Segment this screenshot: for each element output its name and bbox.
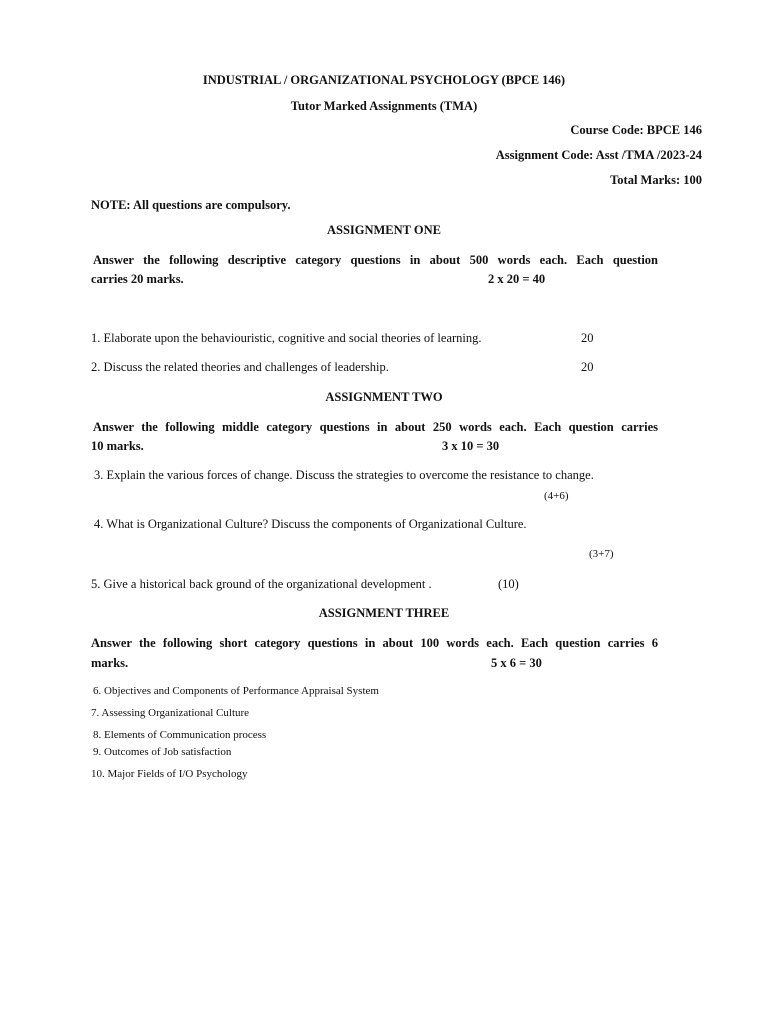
question-3-marks: (4+6) xyxy=(544,490,569,502)
question-7: 7. Assessing Organizational Culture xyxy=(91,707,250,719)
assignment-three-instruction-cont: marks. xyxy=(91,656,129,670)
question-2-marks: 20 xyxy=(581,360,594,374)
assignment-two-marks-formula: 3 x 10 = 30 xyxy=(442,439,500,453)
assignment-two-instruction: Answer the following middle category questions in about 250 words each. Each question carries xyxy=(93,420,658,434)
question-5: 5. Give a historical back ground of the organizational development . xyxy=(91,577,432,591)
assignment-one-instruction-cont: carries 20 marks. xyxy=(91,272,184,286)
assignment-one-instruction: Answer the following descriptive category questions in about 500 words each. Each question xyxy=(93,253,658,267)
question-1-marks: 20 xyxy=(581,331,594,345)
assignment-three-marks-formula: 5 x 6 = 30 xyxy=(491,656,542,670)
question-6: 6. Objectives and Components of Performance Appraisal System xyxy=(93,685,379,697)
document-subtitle: Tutor Marked Assignments (TMA) xyxy=(290,99,478,113)
assignment-one-heading: ASSIGNMENT ONE xyxy=(326,223,442,237)
document-title: INDUSTRIAL / ORGANIZATIONAL PSYCHOLOGY (BPCE 146) xyxy=(202,73,566,87)
assignment-two-instruction-cont: 10 marks. xyxy=(91,439,144,453)
question-5-marks: (10) xyxy=(498,577,519,591)
assignment-two-heading: ASSIGNMENT TWO xyxy=(325,390,443,404)
question-3: 3. Explain the various forces of change. Discuss the strategies to overcome the resistance to change. xyxy=(94,468,594,482)
note: NOTE: All questions are compulsory. xyxy=(91,198,291,212)
course-code: Course Code: BPCE 146 xyxy=(570,123,702,137)
question-2: 2. Discuss the related theories and challenges of leadership. xyxy=(91,360,389,374)
assignment-three-instruction: Answer the following short category questions in about 100 words each. Each question carries 6 xyxy=(91,636,658,650)
question-9: 9. Outcomes of Job satisfaction xyxy=(93,746,232,758)
assignment-code: Assignment Code: Asst /TMA /2023-24 xyxy=(495,148,702,162)
question-1: 1. Elaborate upon the behaviouristic, cognitive and social theories of learning. xyxy=(91,331,482,345)
assignment-one-marks-formula: 2 x 20 = 40 xyxy=(488,272,546,286)
question-4: 4. What is Organizational Culture? Discuss the components of Organizational Culture. xyxy=(94,517,527,531)
question-4-marks: (3+7) xyxy=(589,548,614,560)
total-marks: Total Marks: 100 xyxy=(610,173,702,187)
question-8: 8. Elements of Communication process xyxy=(93,729,267,741)
assignment-three-heading: ASSIGNMENT THREE xyxy=(318,606,450,620)
question-10: 10. Major Fields of I/O Psychology xyxy=(91,768,248,780)
